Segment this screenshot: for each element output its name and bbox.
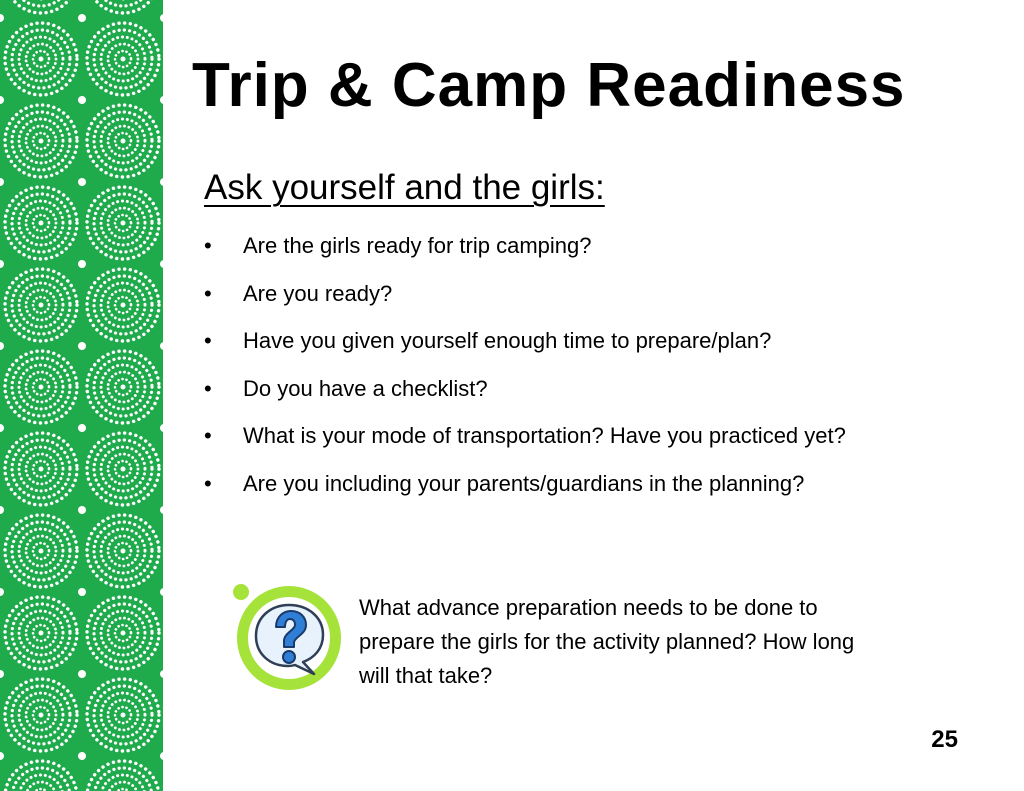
list-item [204, 469, 994, 517]
list-item [204, 326, 994, 374]
list-item-text: Are you including your parents/guardians in the planning? [243, 470, 805, 496]
circle-pattern-graphic [0, 0, 163, 791]
list-item [204, 279, 994, 327]
list-item-text: What is your mode of transportation? Have you practiced yet? [243, 423, 846, 448]
slide-title: Trip & Camp Readiness [192, 51, 906, 120]
note-line: will that take? [359, 663, 493, 688]
subheading: Ask yourself and the girls: [204, 168, 605, 207]
question-bubble-icon [228, 578, 344, 694]
list-item [204, 231, 994, 279]
bullet-icon: • [204, 280, 212, 306]
bullet-icon: • [204, 233, 212, 258]
list-item [204, 421, 994, 469]
list-item-text: Do you have a checklist? [243, 375, 488, 401]
bullet-icon: • [204, 375, 212, 401]
note-line: prepare the girls for the activity planned? How long [359, 629, 855, 654]
bullet-icon: • [204, 423, 212, 448]
list-item-text: Have you given yourself enough time to prepare/plan? [243, 328, 772, 353]
page-number: 25 [931, 726, 958, 753]
bullet-icon: • [204, 328, 212, 353]
question-list [204, 231, 994, 516]
list-item [204, 374, 994, 422]
list-item-text: Are the girls ready for trip camping? [243, 233, 592, 258]
bullet-icon: • [204, 470, 212, 496]
list-item-text: Are you ready? [243, 280, 393, 306]
reflection-note [359, 591, 979, 693]
note-line: What advance preparation needs to be done to [359, 595, 818, 620]
side-pattern-panel [0, 0, 163, 791]
